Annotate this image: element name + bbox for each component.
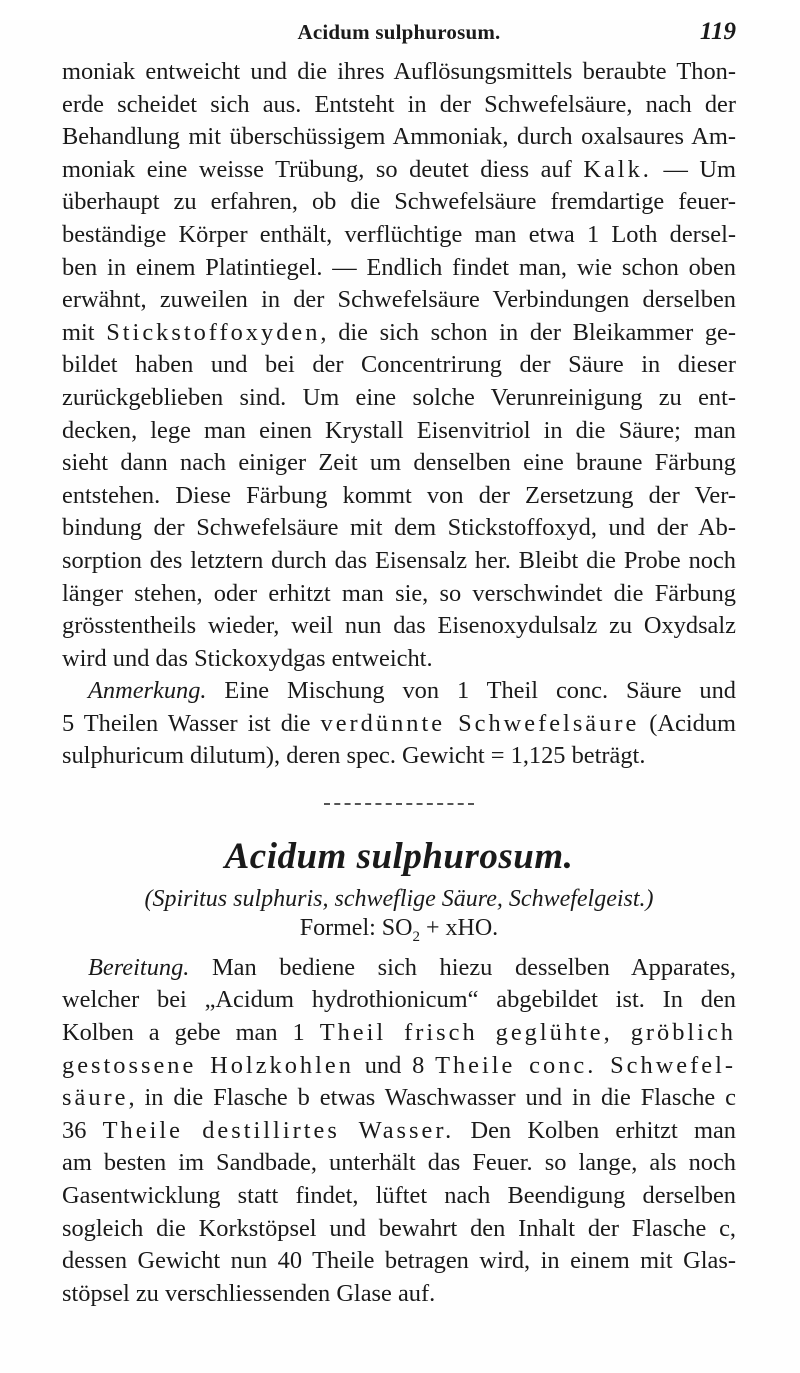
text-fragment: moniak eine weisse Trübung, so deutet diess auf [62, 155, 584, 183]
text-line: sieht dann nach einiger Zeit um denselben eine braune Färbung [62, 449, 736, 477]
note-label: Anmerkung. [88, 677, 207, 705]
text-line: moniak entweicht und die ihres Auflösungsmittels beraubte Thon- [62, 58, 736, 85]
text-line [62, 675, 736, 708]
text-line: sogleich die Korkstöpsel und bewahrt den Inhalt der Flasche c, [62, 1214, 736, 1242]
text-fragment: Kolben a gebe man 1 [62, 1019, 320, 1047]
text-line: zurückgeblieben sind. Um eine solche Verunreinigung zu ent- [62, 383, 736, 411]
term-spaced: Theile destillirtes Wasser. [102, 1116, 455, 1144]
text-fragment: und 8 [353, 1051, 436, 1079]
text-line: sulphuricum dilutum), deren spec. Gewicht = 1,125 beträgt. [62, 742, 646, 770]
text-line: decken, lege man einen Krystall Eisenvitriol in die Säure; man [62, 416, 736, 444]
note-paragraph [62, 675, 736, 773]
formula-subscript: 2 [412, 928, 420, 945]
text-line: Behandlung mit überschüssigem Ammoniak, durch oxalsaures Am- [62, 123, 736, 151]
text-fragment: Eine Mischung von 1 Theil conc. Säure und [206, 677, 736, 705]
term-spaced: Theile conc. Schwefel- [435, 1051, 736, 1079]
text-line: stöpsel zu verschliessenden Glase auf. [62, 1279, 436, 1307]
section-title: Acidum sulphurosum. [224, 836, 574, 878]
section-subtitle: (Spiritus sulphuris, schweflige Säure, Schwefelgeist.) [144, 886, 654, 913]
page-number: 119 [699, 18, 736, 45]
text-fragment: (Acidum [639, 709, 736, 737]
text-line: dessen Gewicht nun 40 Theile betragen wird, in einem mit Glas- [62, 1247, 736, 1275]
book-page [0, 20, 800, 1373]
text-line: am besten im Sandbade, unterhält das Feuer. so lange, als noch [62, 1149, 736, 1177]
preparation-paragraph [62, 952, 736, 1311]
text-line: entstehen. Diese Färbung kommt von der Zersetzung der Ver- [62, 481, 736, 509]
running-title: Acidum sulphurosum. [297, 20, 501, 44]
text-line: beständige Körper enthält, verflüchtige man etwa 1 Loth dersel- [62, 220, 736, 248]
text-line: überhaupt zu erfahren, ob die Schwefelsäure fremdartige feuer- [62, 188, 736, 216]
text-line: bildet haben und bei der Concentrirung der Säure in dieser [62, 351, 736, 379]
preparation-label: Bereitung. [88, 953, 190, 981]
text-line [62, 317, 736, 350]
text-line [62, 1050, 736, 1083]
term-kalk: Kalk. [583, 155, 652, 183]
paragraph-continuation [62, 56, 736, 675]
text-line: Gasentwicklung statt findet, lüftet nach Beendigung derselben [62, 1182, 736, 1210]
term-spaced: säure [62, 1084, 129, 1112]
term-spaced: Theil frisch geglühte, gröblich [319, 1019, 736, 1047]
text-fragment: mit [62, 318, 107, 346]
text-line: bindung der Schwefelsäure mit dem Stickstoffoxyd, und der Ab- [62, 514, 736, 542]
term-spaced: gestossene Holzkohlen [62, 1051, 354, 1079]
text-fragment: , die sich schon in der Bleikammer ge- [320, 318, 737, 346]
text-line [62, 952, 736, 985]
text-line [62, 1115, 736, 1148]
text-fragment: Man bediene sich hiezu desselben Apparates, [189, 953, 736, 981]
text-line: sorption des letztern durch das Eisensalz her. Bleibt die Probe noch [62, 546, 736, 574]
term-verduennte-schwefelsaeure: verdünnte Schwefelsäure [320, 709, 640, 737]
text-line: ben in einem Platintiegel. — Endlich findet man, wie schon oben [62, 253, 736, 281]
text-line: erde scheidet sich aus. Entsteht in der Schwefelsäure, nach der [62, 90, 736, 118]
text-fragment: 36 [62, 1116, 103, 1144]
formula-prefix: Formel: SO [299, 915, 413, 942]
text-fragment: Den Kolben erhitzt man [454, 1116, 736, 1144]
text-line [62, 708, 736, 741]
text-line: erwähnt, zuweilen in der Schwefelsäure Verbindungen derselben [62, 286, 736, 314]
text-line [62, 154, 736, 187]
section-separator [324, 803, 474, 805]
text-line [62, 1017, 736, 1050]
text-line: welcher bei „Acidum hydrothionicum“ abgebildet ist. In den [62, 986, 736, 1014]
text-line: grösstentheils wieder, weil nun das Eisenoxydulsalz zu Oxydsalz [62, 612, 736, 640]
text-fragment: 5 Theilen Wasser ist die [62, 709, 321, 737]
text-fragment: , in die Flasche b etwas Waschwasser und in die Flasche c [128, 1084, 736, 1112]
term-stickstoffoxyden: Stickstoffoxyden [106, 318, 321, 346]
text-line: wird und das Stickoxydgas entweicht. [62, 644, 433, 672]
formula-suffix: + xHO. [419, 915, 499, 942]
chemical-formula [62, 915, 736, 946]
text-line [62, 1082, 736, 1115]
text-line: länger stehen, oder erhitzt man sie, so verschwindet die Färbung [62, 579, 736, 607]
running-head [62, 20, 736, 56]
text-fragment: — Um [651, 155, 736, 183]
